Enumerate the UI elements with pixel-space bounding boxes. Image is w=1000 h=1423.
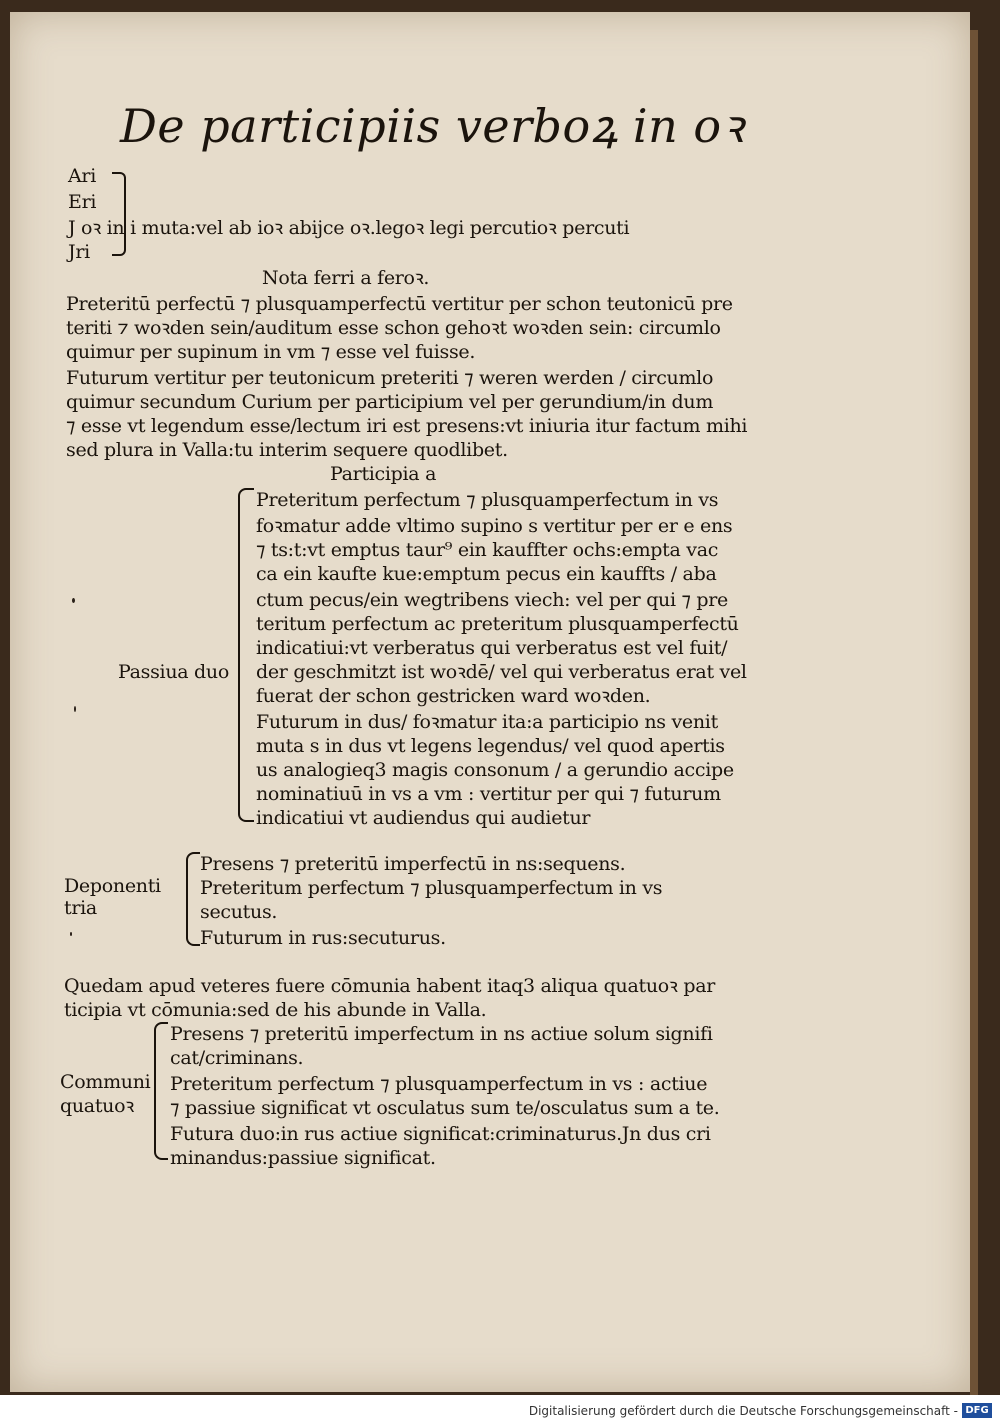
text-line: nominatiuū in vs a vm : vertitur per qui ⁊ futurum	[256, 783, 721, 805]
text-line: Futurum in rus:secuturus.	[200, 927, 446, 949]
text-line: teriti ⁊ woꝛden sein/auditum esse schon gehoꝛt woꝛden sein: circumlo	[66, 317, 721, 339]
deponentia-label: Deponenti	[64, 875, 161, 897]
text-line: Quedam apud veteres fuere cōmunia habent itaq3 aliqua quatuoꝛ par	[64, 975, 716, 997]
deponentia-bracket	[186, 852, 200, 946]
communia-label: quatuoꝛ	[60, 1095, 134, 1117]
paper-speck	[74, 706, 76, 712]
text-line: Preteritū perfectū ⁊ plusquamperfectū vertitur per schon teutonicū pre	[66, 293, 733, 315]
text-line: Preteritum perfectum ⁊ plusquamperfectum in vs : actiue	[170, 1073, 708, 1095]
text-line: Futurum in dus/ foꝛmatur ita:a participio ns venit	[256, 711, 718, 733]
paper-speck	[70, 932, 72, 936]
dfg-logo: DFG	[962, 1403, 992, 1418]
text-line: Presens ⁊ preteritū imperfectum in ns actiue solum signifi	[170, 1023, 713, 1045]
ending-i-rule: J oꝛ in i muta:vel ab ioꝛ abijce oꝛ.legoꝛ legi percutioꝛ percuti	[68, 217, 630, 239]
text-line: Futurum vertitur per teutonicum preteriti ⁊ weren werden / circumlo	[66, 367, 714, 389]
text-line: teritum perfectum ac preteritum plusquamperfectū	[256, 613, 739, 635]
section-heading: Participia a	[330, 463, 437, 485]
passiua-label: Passiua duo	[118, 661, 229, 683]
text-line: cat/criminans.	[170, 1047, 304, 1069]
deponentia-label: tria	[64, 897, 97, 919]
text-line: Preteritum perfectum ⁊ plusquamperfectum in vs	[256, 489, 719, 511]
text-line: us analogieq3 magis consonum / a gerundio accipe	[256, 759, 734, 781]
ending-ari: Ari	[68, 165, 96, 187]
ending-iri: Jri	[68, 241, 90, 263]
text-line: Presens ⁊ preteritū imperfectū in ns:sequens.	[200, 853, 626, 875]
text-line: sed plura in Valla:tu interim sequere quodlibet.	[66, 439, 508, 461]
communia-label: Communi	[60, 1071, 151, 1093]
ending-bracket	[112, 172, 126, 256]
text-line: muta s in dus vt legens legendus/ vel quod apertis	[256, 735, 725, 757]
page-edge	[970, 30, 978, 1395]
text-line: indicatiui vt audiendus qui audietur	[256, 807, 591, 829]
text-line: secutus.	[200, 901, 278, 923]
text-line: ticipia vt cōmunia:sed de his abunde in Valla.	[64, 999, 487, 1021]
text-line: der geschmitzt ist woꝛdē/ vel qui verberatus erat vel	[256, 661, 747, 683]
text-line: Preteritum perfectum ⁊ plusquamperfectum in vs	[200, 877, 663, 899]
text-line: ctum pecus/ein wegtribens viech: vel per qui ⁊ pre	[256, 589, 728, 611]
text-line: ⁊ passiue significat vt osculatus sum te/osculatus sum a te.	[170, 1097, 720, 1119]
nota-line: Nota ferri a feroꝛ.	[262, 267, 430, 289]
text-line: quimur per supinum in vm ⁊ esse vel fuisse.	[66, 341, 476, 363]
text-line: quimur secundum Curium per participium vel per gerundium/in dum	[66, 391, 714, 413]
text-line: minandus:passiue significat.	[170, 1147, 436, 1169]
footer-credit: Digitalisierung gefördert durch die Deutsche Forschungsgemeinschaft -	[528, 1404, 958, 1418]
text-line: ⁊ esse vt legendum esse/lectum iri est presens:vt iniuria itur factum mihi	[66, 415, 748, 437]
text-line: ⁊ ts:t:vt emptus taur⁹ ein kauffter ochs:empta vac	[256, 539, 719, 561]
text-line: Futura duo:in rus actiue significat:criminaturus.Jn dus cri	[170, 1123, 711, 1145]
ending-eri: Eri	[68, 191, 97, 213]
text-line: foꝛmatur adde vltimo supino s vertitur per er e ens	[256, 515, 733, 537]
page-title: De participiis verboꝝ in oꝛ	[120, 99, 744, 153]
text-line: indicatiui:vt verberatus qui verberatus est vel fuit/	[256, 637, 728, 659]
communia-bracket	[154, 1022, 168, 1160]
text-line: ca ein kaufte kue:emptum pecus ein kauffts / aba	[256, 563, 717, 585]
paper-speck	[72, 598, 75, 603]
text-line: fuerat der schon gestricken ward woꝛden.	[256, 685, 651, 707]
passiua-bracket	[238, 488, 254, 822]
